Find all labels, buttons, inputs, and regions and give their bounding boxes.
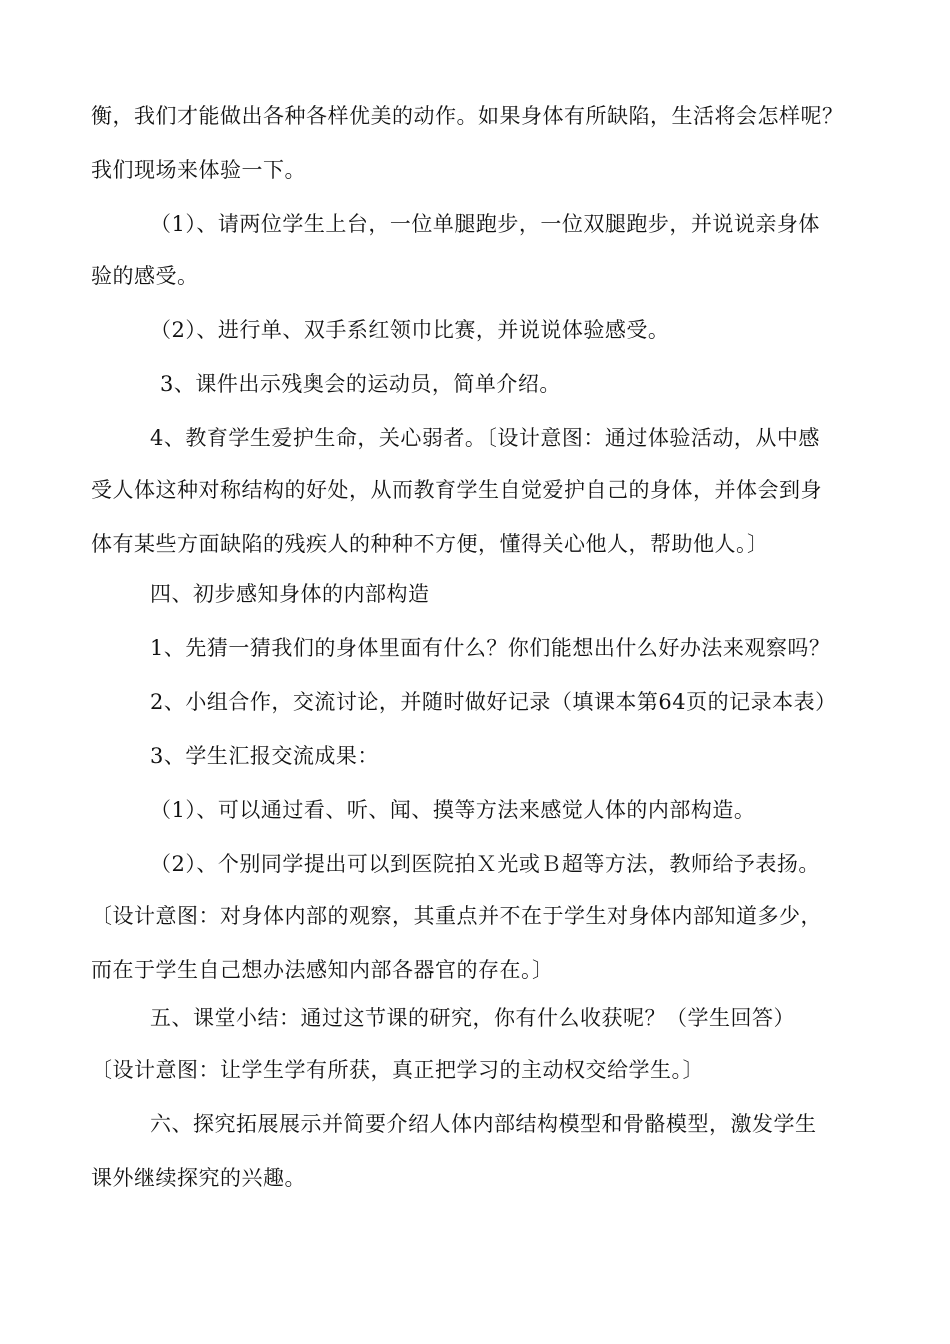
text-line: 验的感受。 xyxy=(91,264,199,288)
text-line: 而在于学生自己想办法感知内部各器官的存在。〕 xyxy=(91,958,554,982)
text-line: （1）、请两位学生上台，一位单腿跑步，一位双腿跑步，并说说亲身体 xyxy=(150,212,820,236)
text-line: 体有某些方面缺陷的残疾人的种种不方便，懂得关心他人，帮助他人。〕 xyxy=(91,532,769,556)
text-line: 3、学生汇报交流成果： xyxy=(150,744,379,768)
text-line: 课外继续探究的兴趣。 xyxy=(91,1166,306,1190)
text-line: （2）、进行单、双手系红领巾比赛，并说说体验感受。 xyxy=(150,318,670,342)
text-line: 4、教育学生爱护生命，关心弱者。〔设计意图：通过体验活动，从中感 xyxy=(150,426,820,450)
text-line: 〔设计意图：对身体内部的观察，其重点并不在于学生对身体内部知道多少， xyxy=(91,904,822,928)
text-line: 受人体这种对称结构的好处，从而教育学生自觉爱护自己的身体，并体会到身 xyxy=(91,478,822,502)
text-line: 1、先猜一猜我们的身体里面有什么？你们能想出什么好办法来观察吗？ xyxy=(150,636,831,660)
text-line: 我们现场来体验一下。 xyxy=(91,158,306,182)
section-heading: 五、课堂小结：通过这节课的研究，你有什么收获呢？（学生回答） xyxy=(150,1006,795,1030)
text-line: 3、课件出示残奥会的运动员，简单介绍。 xyxy=(160,372,561,396)
text-line: 〔设计意图：让学生学有所获，真正把学习的主动权交给学生。〕 xyxy=(91,1058,704,1082)
section-heading: 六、探究拓展展示并简要介绍人体内部结构模型和骨骼模型，激发学生 xyxy=(150,1112,817,1136)
text-line: 衡，我们才能做出各种各样优美的动作。如果身体有所缺陷，生活将会怎样呢？ xyxy=(91,104,844,128)
text-line: （1）、可以通过看、听、闻、摸等方法来感觉人体的内部构造。 xyxy=(150,798,756,822)
section-heading: 四、初步感知身体的内部构造 xyxy=(150,582,430,606)
text-line: 2、小组合作，交流讨论，并随时做好记录（填课本第64页的记录本表） xyxy=(150,690,837,714)
text-line: （2）、个别同学提出可以到医院拍Ｘ光或Ｂ超等方法，教师给予表扬。 xyxy=(150,852,820,876)
